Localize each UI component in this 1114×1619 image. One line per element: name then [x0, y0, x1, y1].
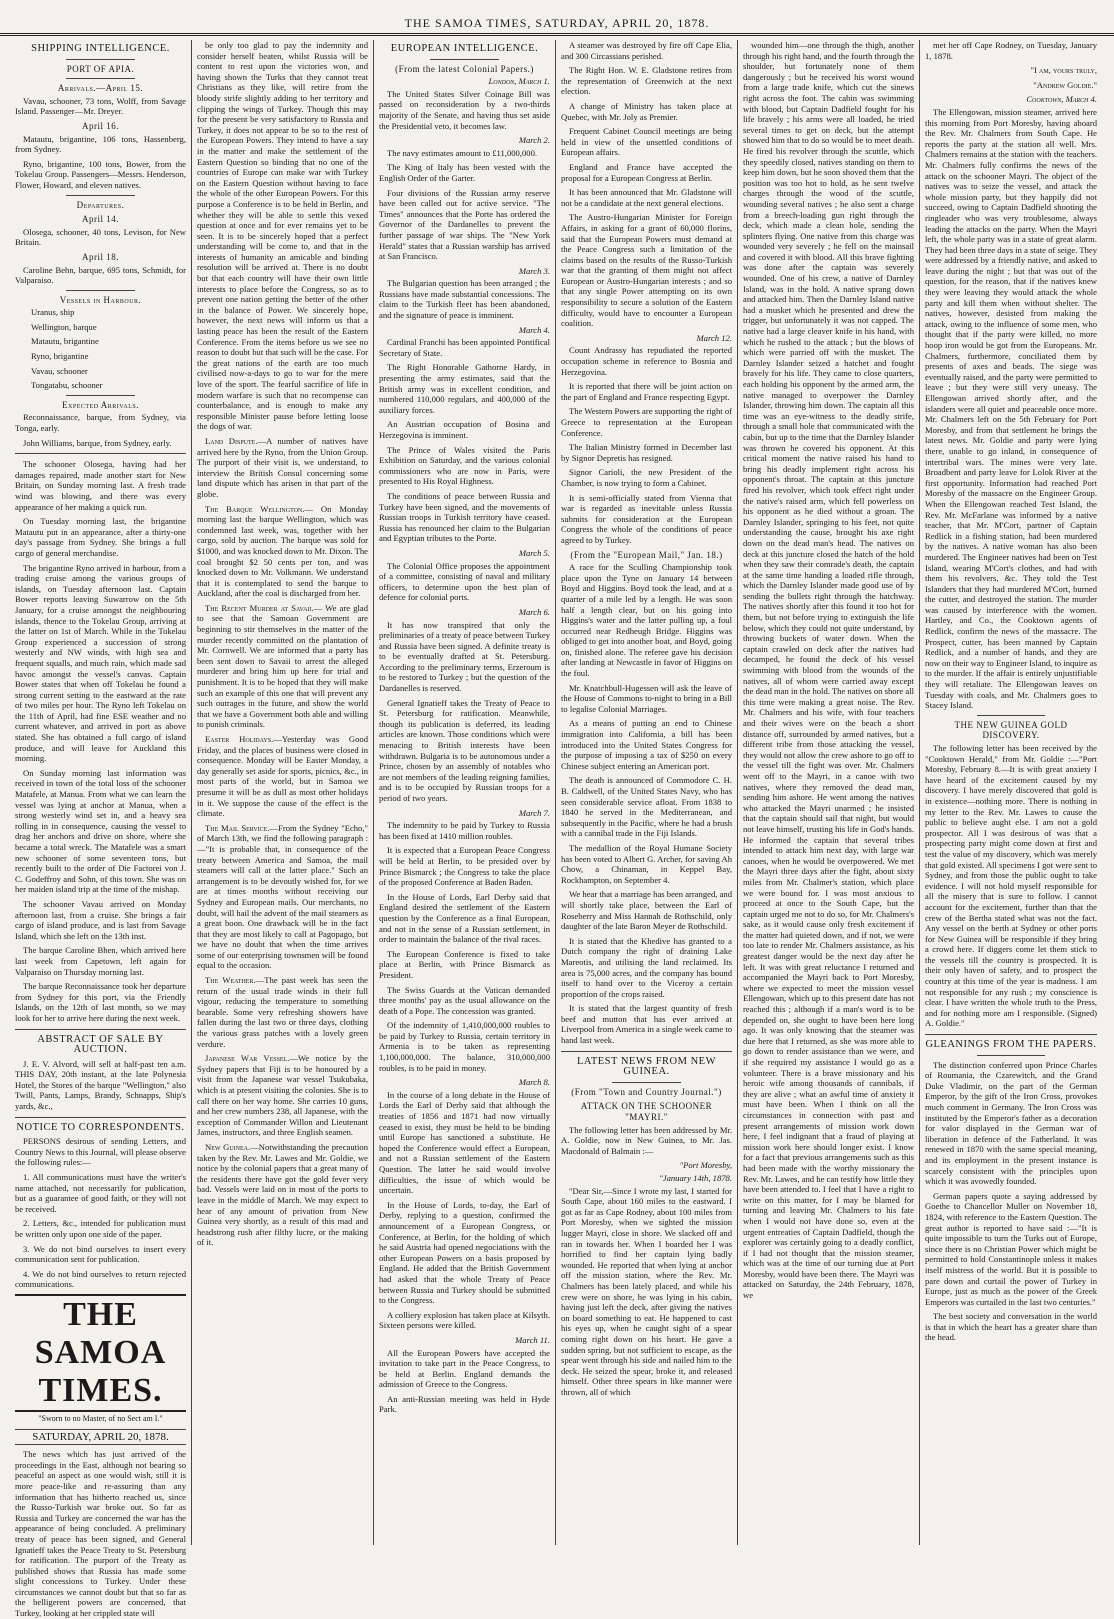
divider [15, 1117, 186, 1118]
divider [977, 1055, 1046, 1056]
column-container [10, 40, 1104, 1619]
harbour-heading: Vessels in Harbour. [59, 294, 142, 305]
leader-paragraph: be only too glad to pay the indemnity and consider herself beaten, whilst Russia will be content to rest upon the victories won, and having shown the Turks that they cannot treat Christians as they like, will retire from the bloody strife slightly adding to her territory and clipping the wings of Turkey. Though this may for the present be very satisfactory to Russia and Turkey, it does not appear to be so to the rest of the European Powers. They intend to have a say in the matter and make the settlement of the Eastern Question so binding that no one of the countries of Europe can make war with Turkey on the Eastern Question without having to face the whole of the other European Powers. For this purpose a Conference is to be held in Berlin, and whether they will be able to settle this vexed question at once and for ever remains yet to be seen. It is to be sincerely hoped that a perfect understanding will be come to, and that in the interests of humanity an amicable and binding resolution will be arrived at. There is no doubt but that each country will have their own little interests to place before the Congress, so as to prevent one nation getting the better of the other in the balance of Power. We sincerely hope, however, the next news will inform us that a lasting peace has been the result of the Eastern Conference. From the items before us we see no reason to doubt but that such will be the case. For the great nations of the earth are too much civilised now-a-days to go to war for the mere love of the sport. The fearful sacrifice of life in modern warfare is such that no recompense can counterbalance, and is enough to make any responsible Minister pause before letting loose the dogs of war. [197, 40, 368, 432]
notice-rule: 4. We do not bind ourselves to return rejected communications. [15, 1268, 186, 1290]
shipping-paragraph: The barque Reconnaissance took her departure from Sydney for this port, via the Friendly Islands, on the 12th of last month, so we may look for her to arrive here during the next week. [15, 981, 186, 1023]
news-paragraph: It is stated that the largest quantity of fresh beef and mutton that has ever arrived at Liverpool from America in a single week came to hand last week. [561, 1003, 732, 1046]
news-paragraph: It is reported that there will be joint action on the part of England and France respecting Egypt. [561, 381, 732, 402]
news-paragraph: The Ellengowan, mission steamer, arrived here this morning from Port Moresby, having aboard the Rev. Mr. Chalmers from South Cape. He reports the party at the station all well. Mrs. Chalmers remains at the station with the teachers. Mr. Chalmers fully confirms the news of the attack on the schooner Mayri. The object of the natives was to seize the vessel, and attack the whole mission party, but they happily did not succeed, owing to Captain Dadfield shooting the ringleader who was very troublesome, always leading the attacks on the party. When the Mayri left, the whole party was in a state of great alarm. They had been three days in a state of seige. They were addressed by a friendly native, and asked to leave during the night ; but that was out of the question, for the reason, that if the natives knew they were leaving they would attack the whole party and kill them when without shelter. The natives, however, desisted from making the attack, owing to the influence of some men, who thought that if the party were killed, no more hoop iron would be got from the Europeans. Mr. Chalmers, furthermore, conciliated them by presents of axes and beads. The siege was eventually raised, and the party were permitted to leave ; but they were still very uneasy. The Ellengowan arrived shortly after, and the islanders were all quiet and peaceable once more. Mr. Chalmers left on the 5th February for Port Moresby, and from that settlement he brings the latest news. Mr. Goldie and party were lying there, unable to go inland, in consequence of intertribal wars. The mines were very late. Broadbent and party leave for Lolok River at the first opportunity. Information had reached Port Moresby of the massacre on the Engineer Group. When the Ellengowan reached Test Island, the Rev. Mr. McFarlane was informed by a native teacher, that Mr. M'Cort, partner of Captain Redlick in a fishing station, had been murdered by the natives. A native woman has also been murdered. The Engineer natives had been on Test Island, wearing M'Cort's clothes, and had with them his revolvers, &c. They told the Test Islanders that they had murdered M'Cort, burned the cutter, and destroyed the station. The murder was caused by interference with the women. Hartley, and Co., the Cooktown agents of Redlick, confirm the news of the massacre. The Prospect, cutter, has been manned by Captain Redlick, and a number of hands, and they are now on their way to Engineer Island, to inquire as to the murder. If the affair is entirely unjustifiable they will retaliate. The Ellengowan leaves on Tuesday with coals, and Mr. Chalmers goes to Stacey Island. [925, 106, 1097, 711]
divider [612, 1082, 680, 1083]
local-news-paragraph [197, 1142, 368, 1248]
arrival-date: April 16. [82, 120, 119, 131]
harbour-vessel: Uranus, ship [31, 307, 75, 318]
news-paragraph: A change of Ministry has taken place at Quebec, with Mr. Joly as Premier. [561, 100, 732, 122]
news-paragraph: England and France have accepted the proposal for a European Congress at Berlin. [561, 161, 732, 183]
departure-date: April 14. [82, 214, 119, 225]
news-paragraph: The Swiss Guards at the Vatican demanded three months' pay as the usual allowance on the death of a Pope. The concession was granted. [379, 984, 550, 1016]
harbour-vessel: Matautu, brigantine [31, 336, 99, 347]
letter-paragraph: "Dear Sir,—Since I wrote my last, I started for South Cape, about 160 miles to the eastward. I got as far as Cape Rodney, about 100 miles from Port Moresby, when we sighted the mission lugger Mayri, close in shore. We slacked off and ran in towards her. When I boarded her I was horrified to find her captain lying badly wounded. He reported that when lying at anchor off the mission station, where the Rev. Mr. Chalmers has been lately placed, and while his crew were on shore, he was lying in his cabin, having just left the deck, after giving the natives on board something to eat. He happened to cast his eyes up, when he caught sight of a spear coming right down on his heart. He gave a sudden spring, but not sufficient to escape, as the spear went through his side and nailed him to the deck. He seized the spear, broke it, and released himself. Other three spears in like manner were thrown, all of which [561, 1185, 732, 1397]
letter-closing: "I am, yours truly, [1030, 65, 1097, 76]
column-4 [556, 40, 738, 1545]
notice-rule: 2. Letters, &c., intended for publication must be written only upon one side of the paper. [15, 1218, 186, 1239]
arrival-entry: Vavau, schooner, 73 tons, Wolff, from Savage Island. Passenger—Mr. Dreyer. [15, 95, 186, 117]
news-paragraph: Frequent Cabinet Council meetings are being held in view of the unsettled conditions of European affairs. [561, 126, 732, 158]
gleanings-heading: GLEANINGS FROM THE PAPERS. [925, 1039, 1097, 1051]
news-paragraph: Cardinal Franchi has been appointed Pontifical Secretary of State. [379, 337, 550, 358]
divider [66, 78, 134, 79]
arrival-entry: Matautu, brigantine, 106 tons, Hassenberg, from Sydney. [15, 133, 186, 155]
expected-entry: Reconnaissance, barque, from Sydney, via Tonga, early. [15, 412, 186, 434]
column-6 [920, 40, 1102, 1545]
source-line: (From "Town and Country Journal.") [571, 1086, 722, 1097]
departure-entry: Caroline Behn, barque, 695 tons, Schmidt, for Valparaiso. [15, 264, 186, 286]
news-paragraph: The following letter has been addressed by Mr. A. Goldie, now in New Guinea, to Mr. Jas. Macdonald of Balmain :— [561, 1124, 732, 1156]
item-label: New Guinea. [205, 1141, 251, 1152]
dateline: March 3. [518, 265, 550, 276]
item-label: The Mail Service. [205, 822, 270, 833]
letter-place: "Port Moresby, [679, 1160, 732, 1171]
news-paragraph: Of the indemnity of 1,410,000,000 roubles to be paid by Turkey to Russia, certain territory in Armenia is to be taken as representing 1,100,000,000. The balance, 310,000,000 roubles, is to be paid in money. [379, 1020, 550, 1073]
news-paragraph: General Ignatieff takes the Treaty of Peace to St. Petersburg for ratification. Meanwhile, though its publication is deferred, its leading articles are known. Those conditions which were menacing to British interests have been withdrawn. Bulgaria is to be autonomous under a Prince, chosen by an assembly of notables who are not members of the leading reigning families, and is to be occupied by Russian troops for a period of two years. [379, 697, 550, 803]
dateline: London, March 1. [488, 76, 550, 87]
divider [977, 715, 1046, 716]
shipping-paragraph: On Tuesday morning last, the brigantine Matautu put in an appearance, after a thirty-one day's passage from Sydney. She brings a full cargo of general merchandise. [15, 516, 186, 558]
news-paragraph: The navy estimates amount to £11,000,000. [387, 147, 538, 158]
letter-date: "January 14th, 1878. [659, 1173, 732, 1183]
news-paragraph: It has been announced that Mr. Gladstone will not be a candidate at the next general elections. [561, 187, 732, 208]
item-text: —We notice by the Sydney papers that Fiji is to be honoured by a visit from the Japanese war vessel Tsukubaka, which is at present visiting the colonies. She is to call there on her way home. She carries 10 guns, and her crew numbers 238, all Japanese, with the exception of Commander Willon and Lieutenant James, instructors, and three English seamen. [197, 1053, 368, 1138]
leader-paragraph: The news which has just arrived of the proceedings in the East, although not bearing so peaceful an aspect as one would wish, still it is more peace-like and re-assuring than any information that has hitherto reached us, since the Russo-Turkish war broke out. So far as Russia and Turkey are concerned the war has the appearance of being concluded. A preliminary treaty of peace has been signed, and General Ignatieff takes the Peace Treaty to St. Petersburg for ratification. The purport of the Treaty as published shows that Russia has made some slight concessions to Turkey. Under these circumstances we cannot doubt but that so far as the belligerent powers are concerned, that Turkey, looking at her crippled state will [15, 1449, 186, 1619]
news-paragraph: We hear that a marriage has been arranged, and will shortly take place, between the Earl of Roseberry and Miss Hannah de Rothschild, only daughter of the late Baron Meyer de Rothschild. [561, 889, 732, 932]
divider [561, 1051, 732, 1052]
dateline: March 7. [518, 807, 550, 818]
news-paragraph: The conditions of peace between Russia and Turkey have been signed, and the movements of Russian troops in Turkish territory have ceased. Russia has renounced her claim to the Bulgarian and Egyptian tributes to the Porte. [379, 490, 550, 544]
local-news-paragraph [197, 823, 368, 971]
local-news-paragraph [197, 975, 368, 1049]
divider [15, 453, 186, 454]
news-paragraph: It is semi-officially stated from Vienna that war is regarded as inevitable unless Russia submits for consideration at the European Congress the whole of the conditions of peace agreed to by Turkey. [561, 492, 732, 545]
news-paragraph: The Right Honorable Gathorne Hardy, in presenting the army estimates, said that the British army was in excellent condition, and numbered 110,000 regulars, and 400,000 of the auxiliary forces. [379, 362, 550, 415]
divider [925, 1034, 1097, 1035]
news-paragraph: As a means of putting an end to Chinese immigration into California, a bill has been introduced into the United States Congress for the purpose of imposing a tax of $250 on every Chinese subject entering an American port. [561, 718, 732, 771]
shipping-paragraph: The brigantine Ryno arrived in harbour, from a trading cruise among the various groups of islands, on Tuesday afternoon last. Captain Bower reports leaving Suwarrow on the 5th January, for a cruise amongst the neighbouring islands, thence to the Tokelau Group, arriving at the latter on 1st of March. While in the Tokelau Group experienced a succession of strong westerly and NW winds, with high sea and frequent squalls, and much rain, which made sad havoc amongst the vessel's canvas. Captain Bower states that when off Tokelau he found a strong current setting to the eastward at the rate of two miles per hour. The Ryno left Tokelau on the 11th of April, had fine ESE weather and no current whatever, and arrived in port as above stated. She has obtained a full cargo of island produce, and will leave for Auckland this morning. [15, 562, 186, 764]
departures-heading: Departures. [76, 199, 125, 210]
news-paragraph: The Bulgarian question has been arranged ; the Russians have made substantial concessions. The claim to the Turkish fleet has been abandoned, and the signature of peace is imminent. [379, 278, 550, 321]
gold-discovery-heading: THE NEW GUINEA GOLD DISCOVERY. [954, 719, 1068, 741]
news-paragraph: The Austro-Hungarian Minister for Foreign Affairs, in asking for a grant of 60,000 florins, said that the European Powers must demand at the Peace Congress such a limitation of the claims based on the results of the Russo-Turkish war that the granting of them might not affect European or Austro-Hungarian interests ; and so that any single Power attempting on its own responsibility to secure a solution of the Eastern difficulty, would have to encounter a European coalition. [561, 212, 732, 329]
item-text: —Notwithstanding the precaution taken by the Rev. Mr. Lawes and Mr. Goldie, we notice by the colonial papers that a great many of the residents there have got the gold fever very bad. Vessels were laid on in most of the ports to leave in the middle of March. We may expect to hear of any amount of privation from New Guinea very shortly, as a result of this mad and headstrong rush after filthy lucre, or the making of it. [197, 1141, 368, 1248]
item-label: Land Dispute. [205, 435, 258, 446]
local-news-paragraph [197, 603, 368, 730]
news-paragraph: In the House of Lords, Earl Derby said that England desired the settlement of the Eastern question by the Conference as a final European, and not in the sense of a Russian settlement, in order to maintain the balance of the rival races. [379, 891, 550, 945]
departure-date: April 18. [82, 251, 119, 262]
item-label: The Recent Murder at Savaii. [205, 602, 314, 613]
local-news-paragraph [197, 436, 368, 500]
item-label: The Barque Wellington. [205, 503, 305, 514]
notice-rule: 3. We do not bind ourselves to insert every communication sent for publication. [15, 1243, 186, 1265]
news-paragraph: The European Conference is fixed to take place at Berlin, with Prince Bismarck as President. [379, 948, 550, 980]
news-paragraph: Four divisions of the Russian army reserve have been called out for active service. "The Times" announces that the Porte has ordered the Governor of the Dardanelles to prevent the further passage of war ships. The "New York Herald" states that a Russian warship has arrived at San Francisco. [379, 187, 550, 262]
notice-rule: 1. All communications must have the writer's name attached, not necessarily for publication, but as a guarantee of good faith, or they will not be received. [15, 1172, 186, 1214]
arrivals-heading: Arrivals.—April 15. [57, 83, 144, 94]
news-paragraph: A race for the Sculling Championship took place upon the Tyne on January 14 between Boyd and Higgins. Boyd took the lead, and at a quarter of a mile led by a length. He was soon half a length clear, but on his going into Higgins's water and the latter pulling up, a foul occurred near Redheugh Bridge. Higgins was obliged to get into another boat, and Boyd, going on, finished alone. The referee gave his decision after landing at Newcastle in favor of Higgins on the foul. [561, 562, 732, 679]
news-paragraph: The Right Hon. W. E. Gladstone retires from the representation of Greenwich at the next election. [561, 65, 732, 97]
news-paragraph: In the course of a long debate in the House of Lords the Earl of Derby said that although the treaties of 1856 and 1871 had now virtually ceased to exist, they must be held to be binding until Europe has sanctioned a substitute. He hoped the Conference would effect a European, and not a Russian settlement of the Eastern Question. The latter he said would involve difficulties, the issue of which would be uncertain. [379, 1089, 550, 1196]
newspaper-title: THE SAMOA TIMES. [15, 1294, 186, 1412]
news-paragraph: The indemnity to be paid by Turkey to Russia has been fixed at 1410 million roubles. [379, 820, 550, 841]
item-text: —The past week has seen the return of the usual trade winds in their full vigour, reducing the temperature to something bearable. Some very refreshing showers have fallen during the last two or three days, clothing the various grass patches with a lovely green verdure. [197, 975, 368, 1049]
news-paragraph: The Italian Ministry formed in December last by Signor Depretis has resigned. [561, 442, 732, 463]
page-header: THE SAMOA TIMES, SATURDAY, APRIL 20, 1878. [0, 0, 1114, 36]
column-2 [192, 40, 374, 1545]
auction-text: J. E. V. Alvord, will sell at half-past ten a.m. THIS DAY, 20th instant, at the late Polynesia Hotel, the Stores of the barque "Wellington," also Twill, Pants, Lamps, Brandy, Schnapps, Ship's yards, &c., [15, 1058, 186, 1112]
news-paragraph: The death is announced of Commodore C. H. B. Caldwell, of the United States Navy, who has seen considerable service afloat. From 1838 to 1840 he served in the Mediterranean, and subsequently in the Pacific, where he had a brush with a cannibal trade in the Fiji Islands. [561, 775, 732, 839]
news-paragraph: It is stated that the Khedive has granted to a Dutch company the right of draining Lake Mareotis, and utilising the land reclaimed. Its area is 75,000 acres, and the company has bound itself to hand over to the Viceroy a certain proportion of the crops raised. [561, 935, 732, 999]
item-text: — On Monday morning last the barque Wellington, which was condemned last week, was, together with her cargo, sold by auction. The barque was sold for $1000, and was knocked down to Mr. Dixon. The coal brought $2 50 cents per ton, and was knocked down to Mr. Volkmann. We understand that it is contemplated to send the barque to Auckland, after the coal is discharged from her. [197, 503, 368, 599]
expected-entry: John Williams, barque, from Sydney, early. [23, 437, 172, 448]
european-heading: EUROPEAN INTELLIGENCE. [390, 43, 539, 54]
shipping-heading: SHIPPING INTELLIGENCE. [31, 43, 170, 54]
notice-heading: NOTICE TO CORRESPONDENTS. [16, 1121, 185, 1133]
notice-intro: PERSONS desirous of sending Letters, and Country News to this Journal, will please observe the following rules:— [15, 1136, 186, 1168]
divider [66, 59, 134, 60]
item-label: Japanese War Vessel. [205, 1053, 290, 1064]
news-paragraph: The Colonial Office proposes the appointment of a committee, consisting of naval and military officers, to determine upon the best plan of defence for colonial ports. [379, 560, 550, 603]
item-text: —From the Sydney "Echo," of March 13th, we find the following paragraph :—"It is probable that, in consequence of the treaty between America and Samoa, the mail steamers will call at the latter place." Such an arrangement is to be devoutly wished for, for we are at times months without receiving our Sydney and European mails. Our merchants, no doubt, will hail the advent of the mail steamers as a great boon. One drawback will be in the fact that they are most likely to call at Pagopago, but we have no doubt that when the time arrives some of our enterprising townsmen will be found equal to the occasion. [197, 822, 369, 971]
news-paragraph: An Austrian occupation of Bosina and Herzegovina is imminent. [379, 419, 550, 440]
item-text: —A number of natives have arrived here by the Ryno, from the Union Group. The purport of their visit is, we understand, to interview the British Consul concerning some land dispute which has arisen in that part of the globe. [197, 435, 368, 499]
shipping-paragraph: On Sunday morning last information was received in town of the total loss of the schooner Matafele, at Manua. From what we can learn the vessel was lying at anchor at Manua, when a strong westerly wind set in, and a heavy sea rolling in in consequence, causing the vessel to drag her anchors and drive on shore, where she became a total wreck. The Matafele was a smart new schooner of some seventeen tons, but recently built to the order of Die Factorei von J. C. Godeffroy and Sohn, of this town. She was on her maiden island trip at the time of the mishap. [15, 767, 186, 895]
harbour-vessel: Vavau, schooner [31, 365, 88, 376]
news-paragraph: A steamer was destroyed by fire off Cape Elia, and 300 Circassians perished. [561, 40, 732, 61]
column-3 [374, 40, 556, 1545]
article-subhead: ATTACK ON THE SCHOONER "MAYRI." [580, 1101, 713, 1123]
news-paragraph: It has now transpired that only the preliminaries of a treaty of peace between Turkey and Russia have been signed. A definite treaty is to be eventually drafted at St. Petersburg. According to the preliminary terms, Erzeroum is to be restored to Turkey ; but the question of the Dardanelles is reserved. [379, 619, 550, 694]
harbour-vessel: Tongatabu, schooner [31, 380, 103, 391]
port-heading: PORT OF APIA. [66, 63, 135, 74]
arrival-entry: Ryno, brigantine, 100 tons, Bower, from the Tokelau Group. Passengers—Messrs. Henderson, Flower, Howard, and eleven natives. [15, 158, 186, 190]
news-paragraph: In the House of Lords, to-day, the Earl of Derby, replying to a question, confirmed the announcement of a European Congress, or Conference, at Berlin, for the holding of which he said Austria had opened negociations with the other European Powers on a basis proposed by England. He added that the British Government had asked that the whole Treaty of Peace between Russia and Turkey should be submitted to the Congress. [379, 1199, 550, 1306]
divider [66, 395, 134, 396]
column-1 [10, 40, 192, 1619]
news-paragraph: Mr. Knatchbull-Hugessen will ask the leave of the House of Commons to-night to bring in a Bill to legalise Colonial Marriages. [561, 682, 732, 714]
divider [66, 290, 134, 291]
news-paragraph: The King of Italy has been vested with the English Order of the Garter. [379, 162, 550, 183]
departure-entry: Olosega, schooner, 40 tons, Levison, for New Britain. [15, 226, 186, 248]
harbour-vessel: Ryno, brigantine [31, 351, 89, 362]
column-5 [738, 40, 920, 1545]
issue-date: SATURDAY, APRIL 20, 1878. [15, 1429, 186, 1446]
shipping-paragraph: The schooner Olosega, having had her damages repaired, made another start for New Britain, on Sunday morning last. A fresh trade wind was blowing, and there was every appearance of her making a quick run. [15, 459, 186, 512]
local-news-paragraph [197, 504, 368, 599]
news-paragraph: The Prince of Wales visited the Paris Exhibition on Saturday, and the various colonial commissioners who are now in Paris, were presented to His Royal Highness. [379, 444, 550, 487]
new-guinea-heading: LATEST NEWS FROM NEW GUINEA. [576, 1055, 716, 1078]
news-paragraph: An anti-Russian meeting was held in Hyde Park. [379, 1393, 550, 1415]
local-news-paragraph [197, 1053, 368, 1138]
item-label: The Weather. [205, 975, 256, 986]
divider [66, 195, 134, 196]
dateline: March 2. [518, 135, 550, 146]
news-paragraph: The best society and conversation in the world is that in which the heart has a greater share than the head. [925, 1311, 1097, 1343]
dateline: March 6. [518, 606, 550, 617]
harbour-vessel: Wellington, barque [31, 321, 97, 332]
shipping-paragraph: The schooner Vavau arrived on Monday afternoon last, from a cruise. She brings a fair cargo of island produce, and is last from Savage Island, which she left on the 13th inst. [15, 898, 186, 941]
news-paragraph: A colliery explosion has taken place at Kilsyth. Sixteen persons were killed. [379, 1309, 550, 1331]
news-paragraph: Signor Carioli, the new President of the Chamber, is now trying to form a Cabinet. [561, 467, 732, 488]
dateline: March 12. [696, 332, 732, 343]
letter-paragraph: wounded him—one through the thigh, another through his right hand, and the fourth through the shoulder, but fortunately none of them dangerously ; but he received his worst wound from a large trade knife, which cut the sinews right across the foot. The cabin was swimming with blood, but Captain Dadfield fought for his life bravely ; his arms were all loaded, he tried several times to get on deck, but the attempt showed him that to do so would be to meet death. He fired his revolver through the scuttle, which they speedily closed, natives standing on them to keep him down, but he soon shoved them that the position was too hot to hold, as he sent twelve charges through the wood of the scuttle, wounding several natives ; he also sent a charge from a breech-loading gun right through the deck, which made a clean hole, sending the splinters flying. One native from this charge was wounded very severely ; he fell on the mainsail and covered it with blood. All this brave fighting was done after the captain was severely wounded. One of his crew, a native of Darnley Island, was in the hold. A native sprang down and attacked him. Then the Darnley Island native had a musket which he presented and drew the trigger, but unfortunately it was not capped. The native had a large cleaver knife in his hand, with which he rushed to the attack ; but the blows of which were parried off with the musket. The Darnley Islander seized a hatchet and fought bravely for his life. They came to close quarters, each holding his opponent by the armed arm, the native managed to overpower the Darnley Islander, throwing him down. The captain all this time was an eye-witness to the deadly strife, through a small hole that communicated with the cabin, but up to the time that the Darnley Islander was thrown he covered his opponent. At this critical moment the native raised his hand to bring his deadly implement right across his opponent's throat. The captain at this juncture fired his revolver, which took effect right under the native's raised arm, which fell powerless on his opponent as he died without a groan. The Darnley Islander, springing to his feet, not quite understanding the cause, brought his axe right down on the dead man's head. The natives on deck at this juncture closed the hatch of the hold when they saw their comrade's death, the captain at the same time handing a loaded rifle through, which the Darnley Islander made good use of by sending the bullets right through the hatchway. The natives shortly after this found it too hot for them, but not before trying to extinguish the life below, which they could not quite understand, by throwing buckets of water down. When the captain crawled on deck after the natives had decamped, he found the deck of his vessel swimming with blood from the wounds of the natives, all of whom were carried away except the dead man in the hold. The natives on shore all this time were making a great noise. The Rev. Mr. Chalmers and his wife, with four teachers and their wives were on the beach a short distance off, surrounded by armed natives, but a different tribe from those attacking the vessel, they would not allow the crew ashore to go off to the vessel till the fight was over. Mr. Chalmers went off to the Mayri, in a canoe with two natives, where they removed the dead man, sending him ashore. He went among the natives who attacked the Mayri unarmed ; he insisted that the captain should sail that night, but would not leave himself, trusting his life in God's hands. He informed the captain that several tribes intended to attack him next day, with large war canoes, when he would be overpowered. We met the Mayri three days after the fight, about sixty miles from Mr. Chalmer's station, which place we were bound for. I was most anxious to proceed at once to the South Cape, but the captain urged me not to do so, for Mr. Chalmers's sake, as it would cause only fresh excitement if the matter had quieted down, and if not, we were too late to render Mr. Chalmers assistance, as his greatest danger would be the next day after he left. It was with great reluctance I returned and accompanied the Mayri back to Port Moresby, where we expected to meet the mission vessel Ellengowan, which up to this present date has not reached this ; although if a man's word is to be depended on, she ought to have been here long ago. It was only knowing that the steamer was due here that I returned, as she was more able to go down to render assistance than we were, and if she required my assistance I would go as a volunteer. There is a brave missionary and his heroic wife among thousands of cannibals, if they are alive ; what an awful time of anxiety it must have been. When I think on all the circumstances in connection with past and present arrangements of mission work down here, I feel indignant that a fraud of playing at mission work here should longer exist. I know for a fact that previous arrangements such as this had been made with the worthy missionary the Rev. Mr. Lawes, and he can testify how little they have been attended to. I feel that I have a right to write on this matter, for I may be blamed for turning and leaving Mr. Chalmers to his fate when I would not have done so, even at the urgent entreaties of Captain Dadfield, though the explorer was certainly going to a deadly conflict, if I had not thought that the mission steamer, which was at the time of our turning due at Port Moresby, would have been there. The Mayri was attacked on Saturday, the 24th February, 1878, we [743, 40, 914, 1301]
dateline: March 5. [518, 547, 550, 558]
item-text: — We are glad to see that the Samoan Government are beginning to stir themselves in the matter of the murder recently committed on the plantation of Mr. Cornwell. We are informed that a party has been sent down to Savaii to arrest the alleged murderer and bring him up here for trial and punishment. It is to be hoped that they will make such an example of this one that will prevent any such outrages in the future, and show the world that we have a Government both able and willing to punish criminals. [197, 602, 368, 730]
auction-heading: ABSTRACT OF SALE BY AUCTION. [37, 1033, 164, 1056]
dateline: March 11. [515, 1334, 550, 1345]
news-paragraph: The medallion of the Royal Humane Society has been voted to Albert G. Archer, for saving Ah Chow, a Chinaman, in Keppel Bay, Rockhampton, on September 4. [561, 842, 732, 885]
news-paragraph: The Western Powers are supporting the right of Greece to representation at the European Conference. [561, 406, 732, 438]
source-line: (From the "European Mail," Jan. 18.) [570, 549, 723, 560]
dateline: Cooktown, March 4. [1026, 94, 1097, 105]
news-paragraph: All the European Powers have accepted the invitation to take part in the Peace Congress, to be held at Berlin. England demands the admission of Greece to the Congress. [379, 1347, 550, 1390]
shipping-paragraph: The barque Caroline Bhen, which arrived here last week from Capetown, left again for Valparaiso on Thursday morning last. [15, 945, 186, 977]
letter-signature: "Andrew Goldie." [1033, 79, 1097, 90]
news-paragraph: Count Andrassy has repudiated the reported occupation scheme in reference to Bosnia and Herzegovina. [561, 345, 732, 377]
news-paragraph: The following letter has been received by the "Cooktown Herald," from Mr. Goldie :—"Port Moresby, February 8.—It is with great anxiety I have heard of the excitement caused by my discovery. I have merely discovered that gold is in existence—nothing more. There is nothing in my letter to the Rev. Mr. Lawes to cause the public to believe aught else. I am not a gold prospector. All I was desirous of was that a prospecting party might come down at first and test the value of my discovery, which was merely that gold existed. All specimens I got were sent to Sydney, and from those the public ought to take evidence. I will not hold myself responsible for all the misery that is sure to follow. I cannot account for the excitement, further than that the crew of the Bertha stated what was not the fact. Any vessel on the berth at Sydney or other ports for New Guinea will be responsible if they bring a crowd here. If diggers come let them stick to the vessels till the country is prospected. It is their only haven of safety, and to prospect the country at this time of the year is madness. I am not responsible for any rush ; my conscience is clear. I have written the whole truth to the Press, and for nothing more am I responsible. (Signed) A. Goldie." [925, 743, 1097, 1029]
local-news-paragraph [197, 734, 368, 819]
divider [15, 1029, 186, 1030]
news-paragraph: German papers quote a saying addressed by Goethe to Chancellor Muller on November 18, 1824, with reference to the Eastern Question. The great author is reported to have said :—"It is quite impossible to turn the Turks out of Europe, since there is no Christian Power which might be permitted to hold Constantinople unless it makes itself mistress of the world. But it is possible to pare down and curtail the power of Turkey in Europe, just as much as the power of the Greek Emperors was curtailed in the last two centuries." [925, 1190, 1097, 1307]
expected-heading: Expected Arrivals. [62, 399, 139, 410]
divider [430, 59, 498, 60]
letter-paragraph: met her off Cape Rodney, on Tuesday, January 1, 1878. [925, 40, 1097, 61]
dateline: March 4. [518, 324, 550, 335]
item-label: Easter Holidays. [205, 734, 274, 744]
source-line: (From the latest Colonial Papers.) [395, 63, 534, 74]
news-paragraph: The United States Silver Coinage Bill was passed on reconsideration by a two-thirds majority of the Senate, and having thus set aside the Presidential veto, it becomes law. [379, 88, 550, 131]
item-text: —Yesterday was Good Friday, and the places of business were closed in consequence. Monday will be Easter Monday, a day generally set aside for sports, picnics, &c., in most parts of the world, but in Samoa we presume it will be as dull as most other holidays in it. We suppose the cause of the effect is the climate. [197, 734, 368, 819]
dateline: March 8. [518, 1077, 550, 1088]
newspaper-motto: "Sworn to no Master, of no Sect am I." [38, 1413, 163, 1423]
news-paragraph: The distinction conferred upon Prince Charles of Roumania, the Czarewitch, and the Grand Duke Vladimir, on the part of the German Emperor, by the gift of the Iron Cross, provokes much comment in Germany. The Iron Cross was instituted by the Emperor's father as a decoration for valor displayed in the German war of liberation in defence of the Fatherland. It was renewed in 1870 with the same special meaning, and its employment in the present instance is scarcely consistent with the principles upon which it was avowedly founded. [925, 1059, 1097, 1187]
news-paragraph: It is expected that a European Peace Congress will be held at Berlin, to be presided over by Prince Bismarck ; the Congress to take the place of the proposed Conference at Baden Baden. [379, 845, 550, 888]
